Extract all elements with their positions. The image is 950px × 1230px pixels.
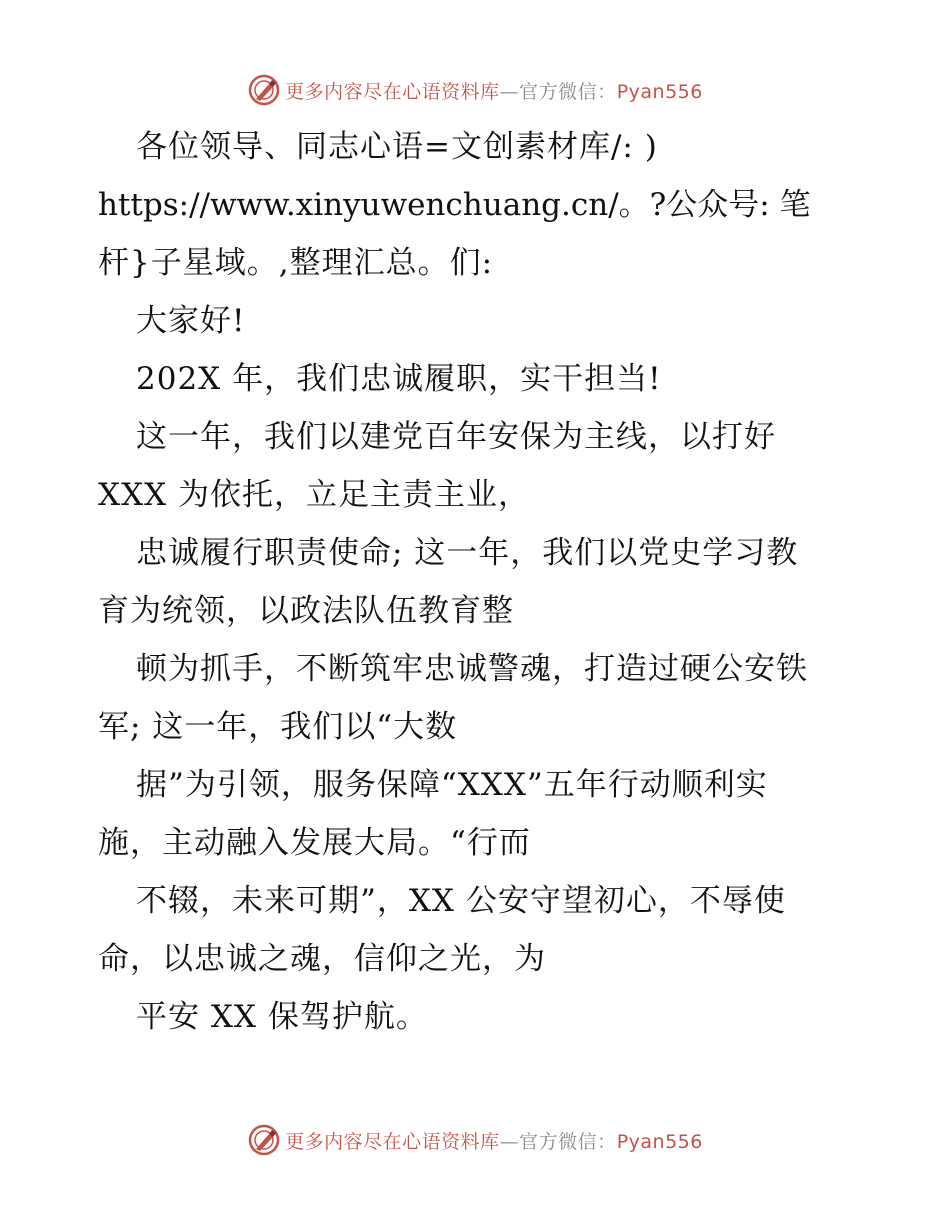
text-line-5: 202X 年，我们忠诚履职，实干担当! [136,361,662,397]
banner-wechat-label: 官方微信： [519,1130,617,1153]
banner-text [285,1127,703,1154]
header-banner [0,68,950,112]
banner-wechat-label: 官方微信： [519,80,617,103]
pen-logo-icon [247,1123,281,1157]
text-line-14: 不辍，未来可期”，XX 公安守望初心，不辱使 [136,883,786,919]
text-line-12: 据”为引领，服务保障“XXX”五年行动顺利实 [136,767,768,803]
banner-text [285,77,703,104]
text-line-16: 平安 XX 保驾护航。 [136,999,428,1035]
banner-dash: — [499,1130,520,1153]
banner-wechat-id: Pyan556 [616,80,703,103]
text-line-11: 军; 这一年，我们以“大数 [98,709,458,745]
text-line-4: 大家好! [136,303,246,339]
footer-banner [0,1118,950,1162]
text-line-13: 施，主动融入发展大局。“行而 [98,825,531,861]
pen-logo-icon [247,73,281,107]
text-line-10: 顿为抓手，不断筑牢忠诚警魂，打造过硬公安铁 [136,651,808,687]
banner-main-text: 更多内容尽在心语资料库 [285,1130,500,1153]
text-line-1: 各位领导、同志心语=文创素材库/: ) [136,129,658,165]
text-line-7: XXX 为依托，立足主责主业， [98,477,531,513]
banner-main-text: 更多内容尽在心语资料库 [285,80,500,103]
text-line-15: 命，以忠诚之魂，信仰之光，为 [98,941,546,977]
text-line-3: 杆}子星域。,整理汇总。们: [98,245,494,281]
banner-wechat-id: Pyan556 [616,1130,703,1153]
banner-dash: — [499,80,520,103]
text-line-6: 这一年，我们以建党百年安保为主线，以打好 [136,419,776,455]
text-line-9: 育为统领，以政法队伍教育整 [98,593,514,629]
text-line-2: https://www.xinyuwenchuang.cn/。?公众号: 笔 [98,187,811,223]
document-body [98,118,858,1046]
text-line-8: 忠诚履行职责使命; 这一年，我们以党史学习教 [136,535,799,571]
